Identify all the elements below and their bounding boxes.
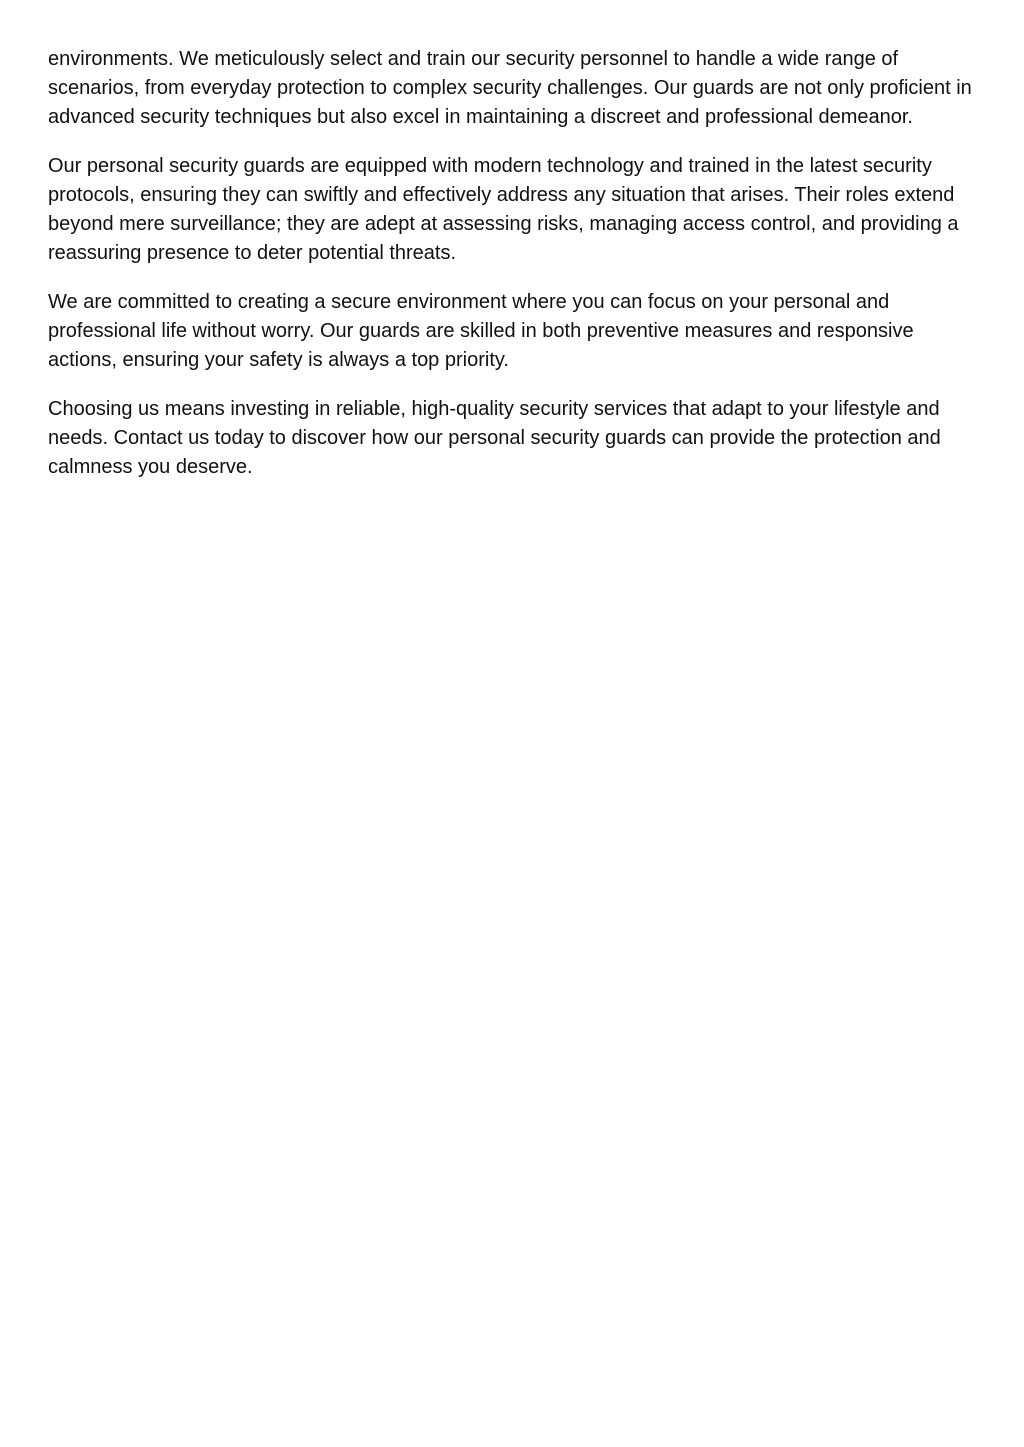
document-body: [48, 45, 978, 502]
paragraph-training: environments. We meticulously select and train our security personnel to handle a wide range of scenarios, from everyday protection to complex security challenges. Our guards are not only proficient in advanced security techniques but also excel in maintaining a discreet and professional demeanor.: [48, 48, 972, 128]
paragraph-technology: Our personal security guards are equipped with modern technology and trained in the latest security protocols, ensuring they can swiftly and effectively address any situation that arises. Their roles extend beyond mere surveillance; they are adept at assessing risks, managing access control, and providing a reassuring presence to deter potential threats.: [48, 155, 959, 264]
paragraph-commitment: We are committed to creating a secure environment where you can focus on your personal and professional life without worry. Our guards are skilled in both preventive measures and responsive actions, ensuring your safety is always a top priority.: [48, 291, 914, 371]
paragraph-contact: Choosing us means investing in reliable, high-quality security services that adapt to your lifestyle and needs. Contact us today to discover how our personal security guards can provide the protection and calmness you deserve.: [48, 398, 941, 478]
